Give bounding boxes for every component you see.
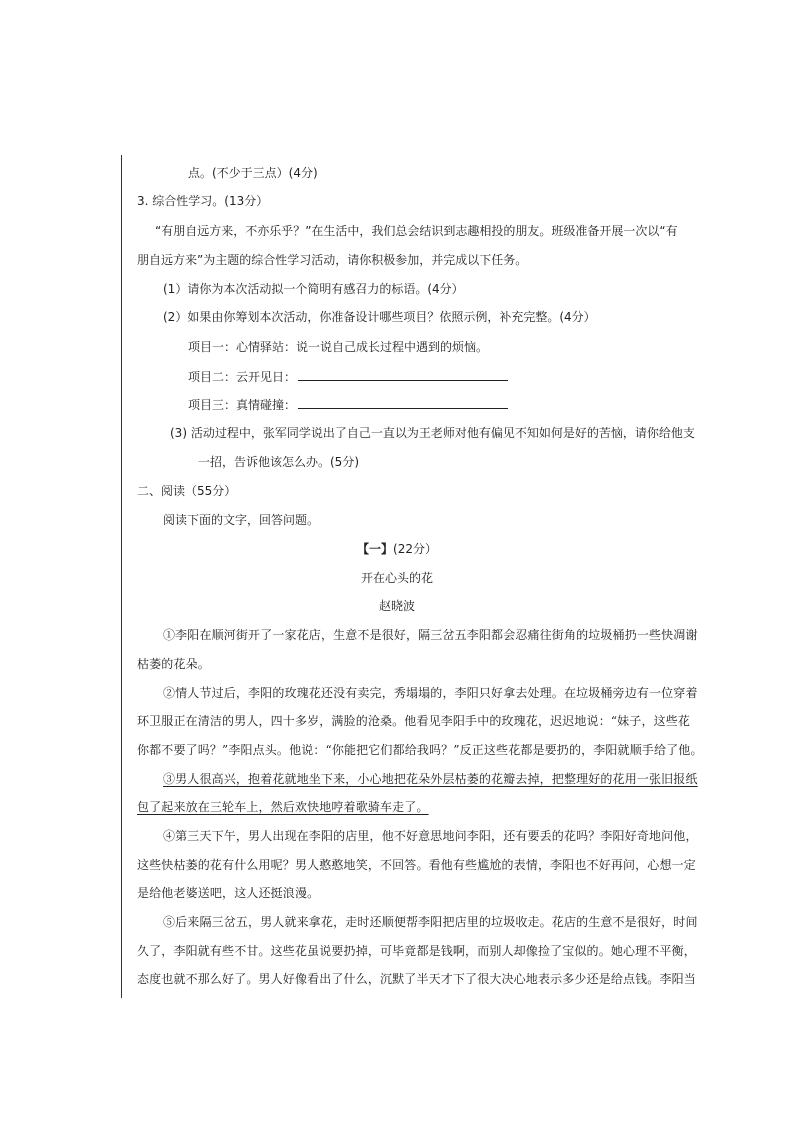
passage-line: 这些快枯萎的花有什么用呢？男人憨憨地笑，不回答。看他有些尴尬的表情，李阳也不好再问，心想一定	[137, 858, 696, 872]
part-one-label: 【一】	[357, 542, 394, 556]
passage-line: ⑤后来隔三岔五，男人就来拿花，走时还顺便帮李阳把店里的垃圾收走。花店的生意不是很好，时间	[163, 915, 698, 929]
previous-item-tail: 点。(不少于三点）(4分)	[188, 166, 318, 180]
task-3-line-1: (3) 活动过程中，张军同学说出了自己一直以为王老师对他有偏见不知如何是好的苦恼，请你给他支	[170, 426, 695, 440]
passage-line-underlined: 包了起来放在三轮车上，然后欢快地哼着歌骑车走了。	[137, 800, 429, 814]
passage-title: 开在心头的花	[360, 571, 433, 585]
passage-line: ①李阳在顺河街开了一家花店，生意不是很好，隔三岔五李阳都会忍痛往街角的垃圾桶扔一些快凋谢	[163, 628, 698, 642]
passage-line: 环卫服正在清洁的男人，四十多岁，满脸的沧桑。他看见李阳手中的玫瑰花，迟迟地说：“妹子，这些花	[137, 714, 691, 728]
passage-line: 枯萎的花朵。	[137, 657, 210, 671]
passage-line: 是给他老婆送吧，这人还挺浪漫。	[137, 886, 320, 900]
project-3-label: 项目三：真情碰撞：	[188, 398, 297, 412]
task-2: (2）如果由你筹划本次活动，你准备设计哪些项目？依照示例，补充完整。(4分）	[163, 310, 596, 324]
task-3-line-2: 一招，告诉他该怎么办。(5分)	[198, 455, 359, 469]
project-2-label: 项目二：云开见日：	[188, 370, 297, 384]
project-3	[188, 396, 508, 413]
part-one-heading	[0, 541, 794, 557]
passage-line: ④第三天下午，男人出现在李阳的店里，他不好意思地问李阳，还有要丢的花吗？李阳好奇地问他，	[163, 829, 698, 843]
project-1: 项目一：心情驿站：说一说自己成长过程中遇到的烦恼。	[188, 340, 489, 354]
passage-line: 态度也就不那么好了。男人好像看出了什么，沉默了半天才下了很大决心地表示多少还是给点钱。李阳当	[137, 972, 696, 986]
task-1: (1）请你为本次活动拟一个简明有感召力的标语。(4分）	[163, 282, 464, 296]
question-3-heading: 3. 综合性学习。(13分）	[137, 194, 269, 208]
passage-author: 赵晓波	[378, 599, 415, 613]
project-2-answer-blank[interactable]	[298, 368, 508, 381]
section-2-heading: 二、阅读（55分）	[137, 484, 237, 498]
question-3-intro-line-2: 朋自远方来”为主题的综合性学习活动，请你积极参加，并完成以下任务。	[137, 253, 528, 267]
section-2-instruction: 阅读下面的文字，回答问题。	[163, 513, 320, 527]
part-one-points: (22分）	[393, 542, 437, 556]
passage-line-underlined: ③男人很高兴，抱着花就地坐下来，小心地把花朵外层枯萎的花瓣去掉，把整理好的花用一张旧报纸	[163, 772, 698, 786]
project-3-answer-blank[interactable]	[298, 396, 508, 409]
project-2	[188, 368, 508, 385]
passage-line: ②情人节过后，李阳的玫瑰花还没有卖完，秀塌塌的，李阳只好拿去处理。在垃圾桶旁边有一位穿着	[163, 686, 698, 700]
passage-line: 你都不要了吗？”李阳点头。他说：“你能把它们都给我吗？”反正这些花都是要扔的，李阳就顺手给了他。	[137, 743, 703, 757]
question-3-intro-line-1: “有朋自远方来，不亦乐乎？”在生活中，我们总会结识到志趣相投的朋友。班级准备开展一次以“有	[155, 224, 678, 238]
passage-line: 久了，李阳就有些不甘。这些花虽说要扔掉，可毕竟都是钱啊，而别人却像捡了宝似的。她心理不平衡，	[137, 944, 696, 958]
